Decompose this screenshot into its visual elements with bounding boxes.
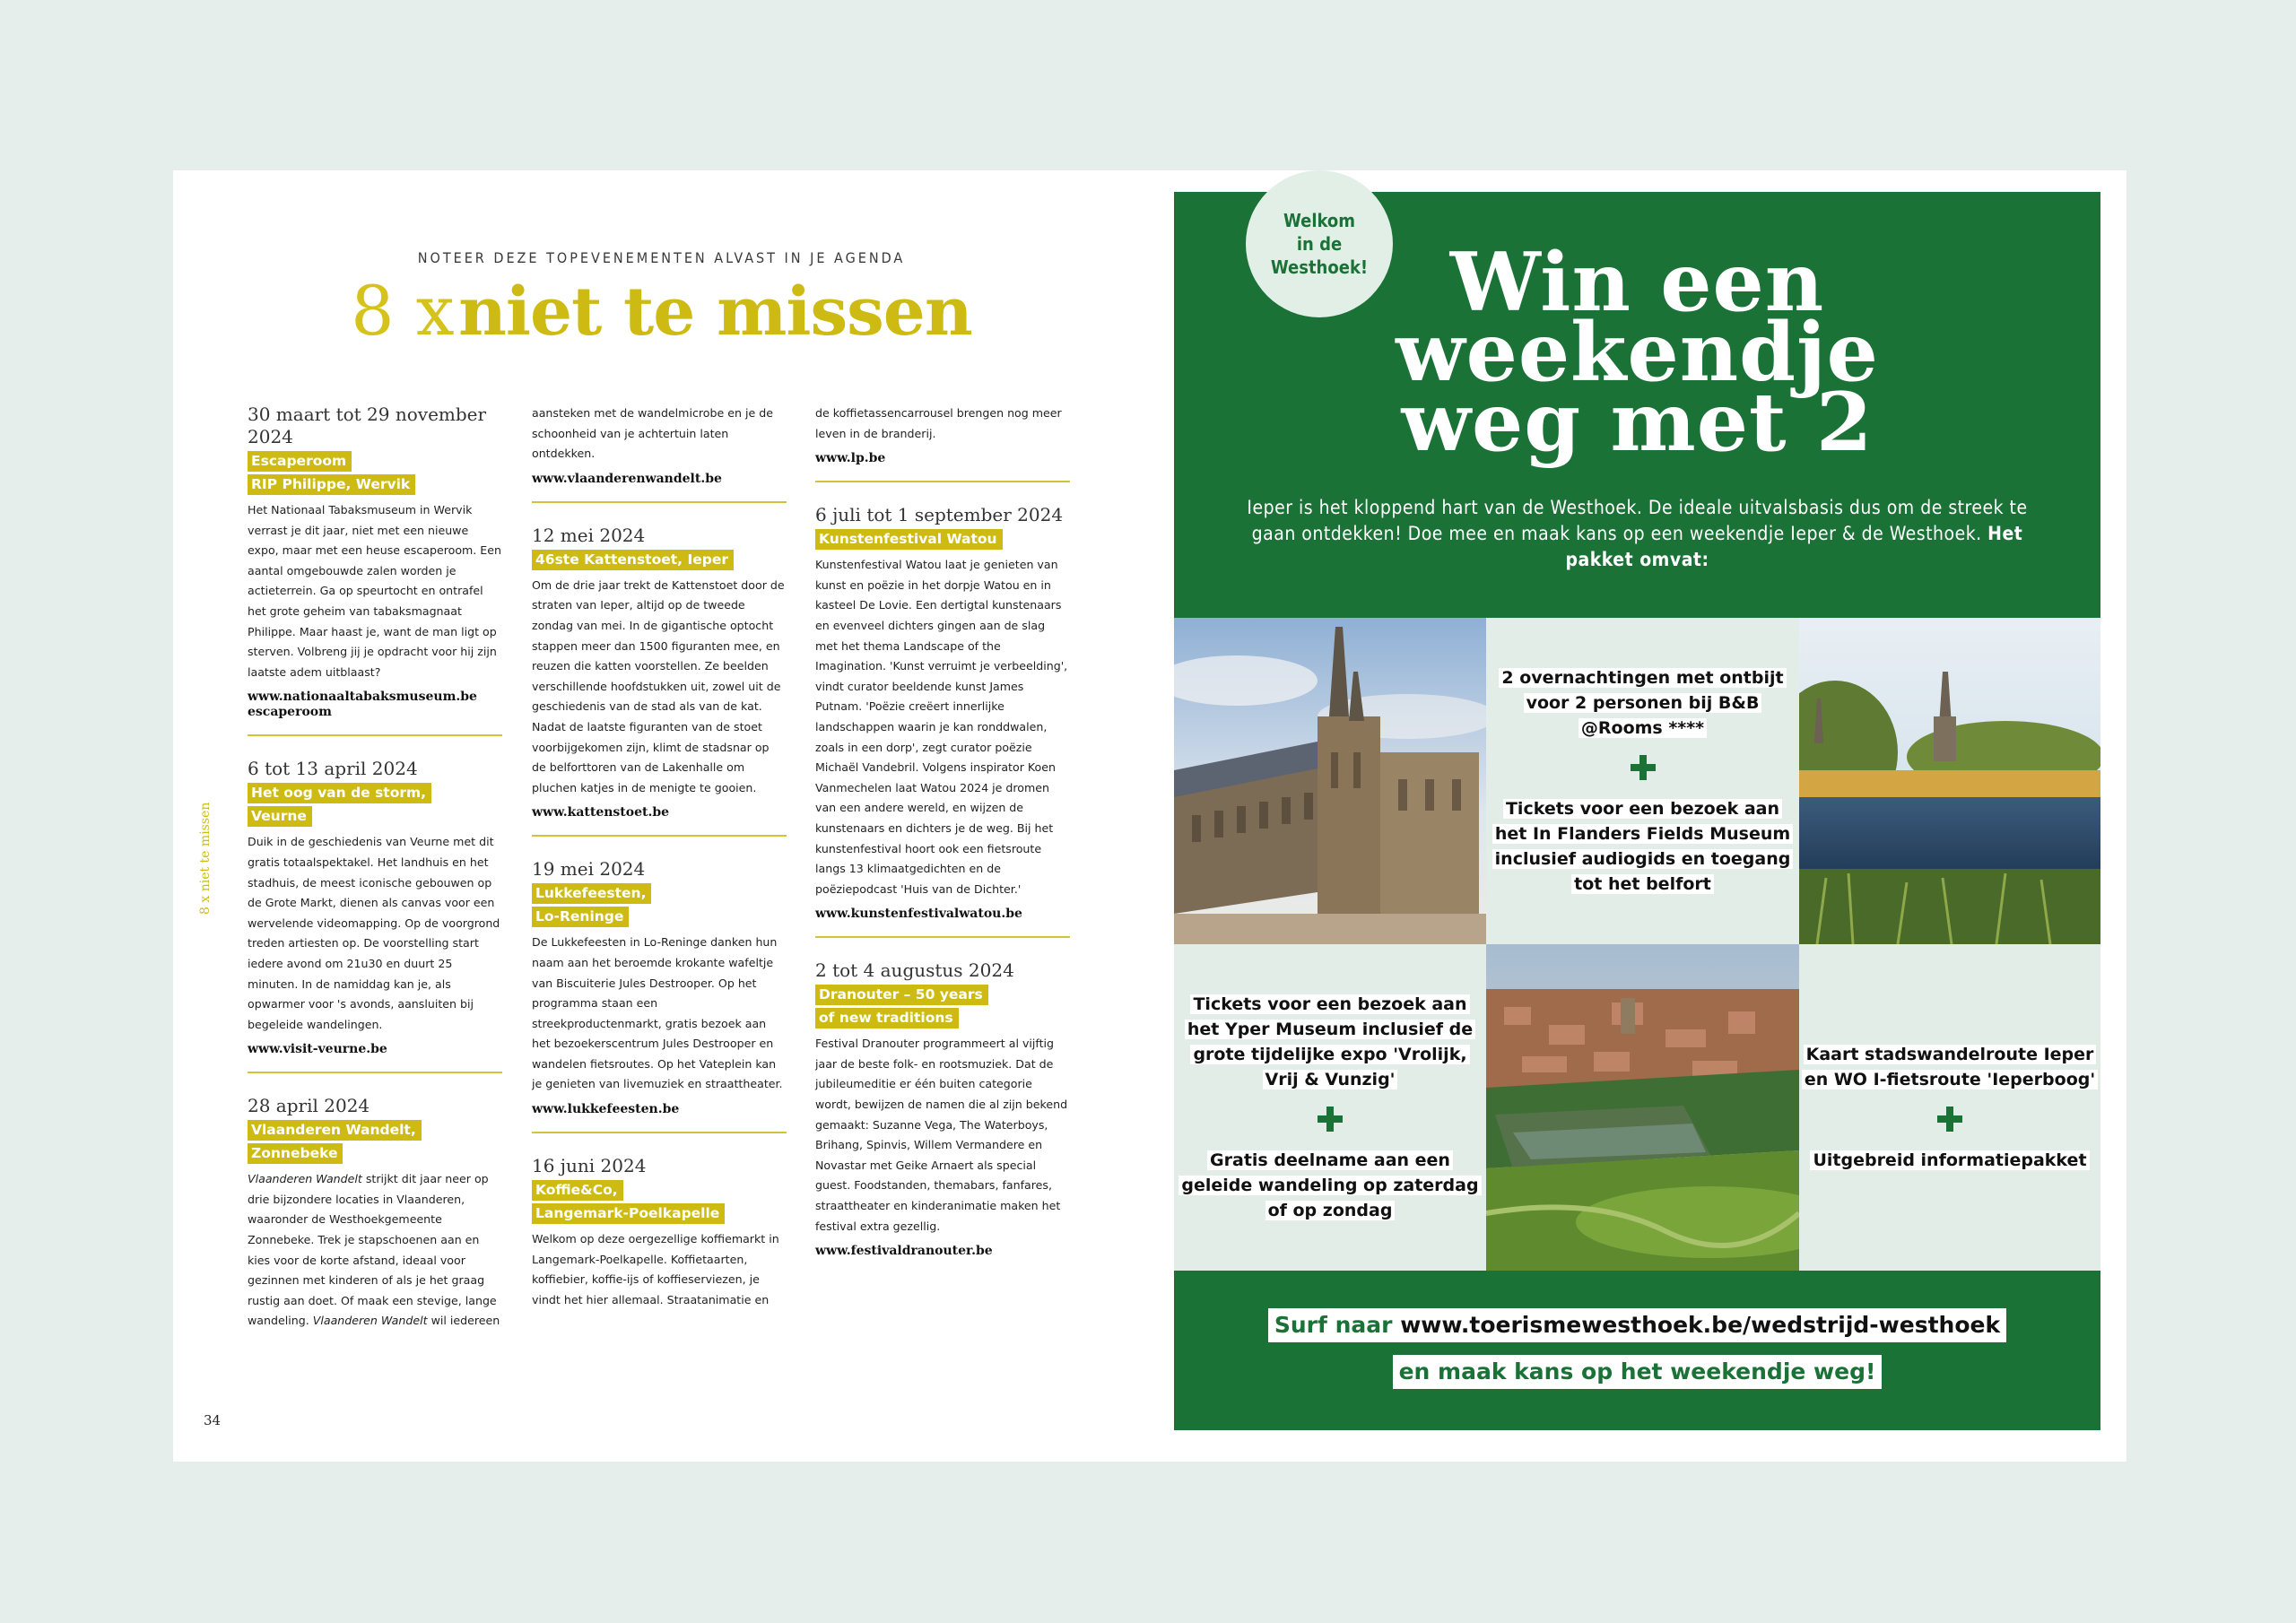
title-line: weekendje xyxy=(1396,305,1879,400)
event-item xyxy=(815,504,1070,922)
event-item xyxy=(532,525,787,821)
prize-text: 2 overnachtingen met ontbijt voor 2 personen bij B&B @Rooms **** xyxy=(1486,665,1799,741)
event-text: Vlaanderen Wandelt strijkt dit jaar neer op drie bijzondere locaties in Vlaanderen, waaronder de Westhoekgemeente Zonnebeke. Trek je stapschoenen aan en kies voor de korte afstand, ideaal voor gezinnen met kinderen of als je het graag rustig aan doet. Of maak een stevige, lange wandeling. Vlaanderen Wandelt wil iedereen xyxy=(248,1172,500,1328)
prize-text: Kaart stadswandelroute Ieper en WO I-fietsroute 'Ieperboog' xyxy=(1799,1042,2100,1092)
event-url[interactable]: www.kunstenfestivalwatou.be xyxy=(815,907,1022,922)
separator xyxy=(532,1132,787,1133)
plus-icon xyxy=(1937,1107,1962,1132)
event-badge: Lo-Reninge xyxy=(532,907,629,927)
title-strong: niet te missen xyxy=(458,273,972,351)
event-item xyxy=(532,1155,787,1310)
event-item xyxy=(248,1095,502,1332)
event-date: 2 tot 4 augustus 2024 xyxy=(815,959,1014,982)
event-item xyxy=(532,858,787,1117)
event-item xyxy=(815,959,1070,1259)
contest-footer xyxy=(1174,1308,2100,1402)
prize-cell-yper-museum xyxy=(1174,944,1486,1271)
welcome-line: Westhoek! xyxy=(1270,256,1369,278)
intro-bold: Het pakket omvat: xyxy=(1565,523,2023,570)
event-text: de koffietassencarrousel brengen nog meer leven in de branderij. xyxy=(815,406,1062,440)
plus-icon xyxy=(1631,755,1656,780)
title-line: Win een xyxy=(1449,235,1825,330)
event-badge: Koffie&Co, xyxy=(532,1180,623,1201)
prize-text: Uitgebreid informatiepakket xyxy=(1810,1148,2089,1173)
event-url[interactable]: www.vlaanderenwandelt.be xyxy=(532,471,722,486)
event-badge: 46ste Kattenstoet, Ieper xyxy=(532,550,734,570)
page-title xyxy=(173,271,1150,351)
kicker: NOTEER DEZE TOPEVENEMENTEN ALVAST IN JE AGENDA xyxy=(417,249,906,266)
event-badge: Kunstenfestival Watou xyxy=(815,529,1003,550)
plus-icon xyxy=(1318,1107,1343,1132)
welcome-badge xyxy=(1246,170,1393,317)
prize-text: Gratis deelname aan een geleide wandeling op zaterdag of op zondag xyxy=(1174,1148,1486,1223)
event-url[interactable]: www.kattenstoet.be xyxy=(532,805,670,820)
photo-cloth-hall xyxy=(1174,618,1486,944)
welcome-line: in de xyxy=(1296,233,1343,255)
event-date: 12 mei 2024 xyxy=(532,524,646,546)
event-date: 6 tot 13 april 2024 xyxy=(248,758,418,780)
separator xyxy=(815,936,1070,938)
prize-cell-accommodation xyxy=(1486,618,1799,944)
prize-text: Tickets voor een bezoek aan het Yper Museum inclusief de grote tijdelijke expo 'Vrolijk, Vrij & Vunzig' xyxy=(1174,992,1486,1092)
contest-url[interactable]: www.toerismewesthoek.be/wedstrijd-westhoek xyxy=(1400,1312,2001,1338)
event-url[interactable]: www.festivaldranouter.be xyxy=(815,1244,993,1259)
welcome-line: Welkom xyxy=(1283,210,1356,231)
event-badge: Het oog van de storm, xyxy=(248,783,431,803)
event-text: Festival Dranouter programmeert al vijftig jaar de beste folk- en rootsmuziek. Dat de jubileumeditie er één buiten categorie wordt, bewijzen de namen die al zijn bekend gemaakt: Suzanne Vega, The Waterboys, Brihang, Spinvis, Willem Vermandere en Novastar met Geike Arnaert als special guest. Foodstanden, themabars, fanfares, straattheater en kinderanimatie maken het festival extra gezellig. xyxy=(815,1037,1068,1233)
prize-text: Tickets voor een bezoek aan het In Flanders Fields Museum inclusief audiogids en toegang tot het belfort xyxy=(1486,796,1799,897)
event-date: 28 april 2024 xyxy=(248,1095,370,1117)
side-label: 8 x niet te missen xyxy=(198,802,213,915)
event-url[interactable]: www.visit-veurne.be xyxy=(248,1042,387,1057)
event-url[interactable]: www.lp.be xyxy=(815,451,886,466)
event-text: Het Nationaal Tabaksmuseum in Wervik verrast je dit jaar, niet met een nieuwe expo, maar met een heuse escaperoom. Een aantal omgebouwde zalen worden je actieterrein. Ga op speurtocht en ontrafel het grote geheim van tabaksmagnaat Philippe. Maar haast je, want de man ligt op sterven. Volbreng jij je opdracht voor hij zijn laatste adem uitblaast? xyxy=(248,503,501,679)
prize-cell-maps xyxy=(1799,944,2100,1271)
event-item xyxy=(532,404,787,487)
separator xyxy=(248,1072,502,1073)
magazine-spread xyxy=(173,170,2126,1462)
title-number: 8 x xyxy=(351,271,455,351)
page-number: 34 xyxy=(204,1412,222,1428)
event-text: Kunstenfestival Watou laat je genieten van kunst en poëzie in het dorpje Watou en in kasteel De Lovie. Een dertigtal kunstenaars en evenveel dichters gingen aan de slag met het thema Landscape of the Imagination. 'Kunst verruimt je verbeelding', vindt curator beeldende kunst James Putnam. 'Poëzie creëert innerlijke landschappen waarin je kan ronddwalen, zoals in een dorp', zegt curator poëzie Michaël Vandebril. Volgens inspirator Koen Vanmechelen laat Watou 2024 je dromen van een andere wereld, en wijzen de kunstenaars en dichters je de weg. Bij het kunstenfestival hoort ook een fietsroute langs 13 klimaatgedichten en de poëziepodcast 'Huis van de Dichter.' xyxy=(815,558,1068,896)
left-page xyxy=(173,170,1150,1462)
event-badge: Escaperoom xyxy=(248,451,352,472)
separator xyxy=(532,501,787,503)
event-badge: Lukkefeesten, xyxy=(532,883,651,904)
contest-panel xyxy=(1174,192,2100,1430)
event-badge: Veurne xyxy=(248,806,312,827)
event-badge: Zonnebeke xyxy=(248,1143,343,1164)
aerial-image xyxy=(1486,944,1799,1271)
footer-link-line[interactable] xyxy=(1268,1308,2006,1342)
event-badge: RIP Philippe, Wervik xyxy=(248,474,415,495)
event-column-3 xyxy=(815,404,1070,1259)
event-item xyxy=(248,758,502,1057)
moat-image xyxy=(1799,618,2100,944)
separator xyxy=(532,835,787,837)
event-text: Duik in de geschiedenis van Veurne met dit gratis totaalspektakel. Het landhuis en het stadhuis, de meest iconische gebouwen op de Grote Markt, dienen als canvas voor een wervelende videomapping. Op de voorgrond treden artiesten op. De voorstelling start iedere avond om 21u30 en duurt 25 minuten. In de namiddag kan je, als opwarmer voor 's avonds, aansluiten bij begeleide wandelingen. xyxy=(248,835,500,1031)
event-item xyxy=(815,404,1070,466)
event-text: Om de drie jaar trekt de Kattenstoet door de straten van Ieper, altijd op de tweede zondag van mei. In de gigantische optocht stappen meer dan 1500 figuranten mee, en reuzen die katten voorstellen. Ze beelden verschillende hoofdstukken uit, zowel uit de geschiedenis van de stad als van de kat. Nadat de laatste figuranten van de stoet voorbijgekomen zijn, klimt de stadsnar op de belforttoren van de Lakenhalle om pluchen katjes in de menigte te gooien. xyxy=(532,577,785,794)
event-date: 16 juni 2024 xyxy=(532,1155,647,1177)
event-badge: of new traditions xyxy=(815,1008,959,1028)
contest-intro: Ieper is het kloppend hart van de Westhoek. De ideale uitvalsbasis dus om de streek te gaan ontdekken! Doe mee en maak kans op een weekendje Ieper & de Westhoek. Het pakket omvat: xyxy=(1247,497,2028,570)
event-badge: Vlaanderen Wandelt, xyxy=(248,1120,422,1141)
photo-aerial-ieper xyxy=(1486,944,1799,1271)
event-url[interactable]: www.nationaaltabaksmuseum.be escaperoom xyxy=(248,690,477,720)
footer-line-2: en maak kans op het weekendje weg! xyxy=(1393,1355,1883,1389)
footer-prefix: Surf naar xyxy=(1274,1312,1393,1338)
event-text: De Lukkefeesten in Lo-Reninge danken hun naam aan het beroemde krokante wafeltje van Biscuiterie Jules Destrooper. Op het programma staan een streekproductenmarkt, gratis bezoek aan het bezoekerscentrum Jules Destrooper en wandelen fietsroutes. Op het Vateplein kan je genieten van livemuziek en straattheater. xyxy=(532,935,783,1091)
prize-grid xyxy=(1174,618,2100,1271)
photo-ramparts-moat xyxy=(1799,618,2100,944)
event-text: Welkom op deze oergezellige koffiemarkt in Langemark-Poelkapelle. Koffietaarten, koffiebier, koffie-ijs of koffieserviezen, je vindt het hier allemaal. Straatanimatie en xyxy=(532,1232,779,1306)
event-column-2 xyxy=(532,404,787,1310)
event-badge: Langemark-Poelkapelle xyxy=(532,1203,725,1224)
title-line: weg met 2 xyxy=(1401,375,1874,470)
event-url[interactable]: www.lukkefeesten.be xyxy=(532,1102,680,1117)
event-column-1 xyxy=(248,404,502,1332)
event-date: 30 maart tot 29 november 2024 xyxy=(248,404,487,447)
cloth-hall-image xyxy=(1174,618,1486,944)
separator xyxy=(248,734,502,736)
event-item xyxy=(248,404,502,720)
separator xyxy=(815,481,1070,482)
event-badge: Dranouter – 50 years xyxy=(815,985,988,1005)
event-text: aansteken met de wandelmicrobe en je de schoonheid van je achtertuin laten ontdekken. xyxy=(532,406,773,461)
event-date: 19 mei 2024 xyxy=(532,858,646,881)
event-date: 6 juli tot 1 september 2024 xyxy=(815,504,1064,526)
